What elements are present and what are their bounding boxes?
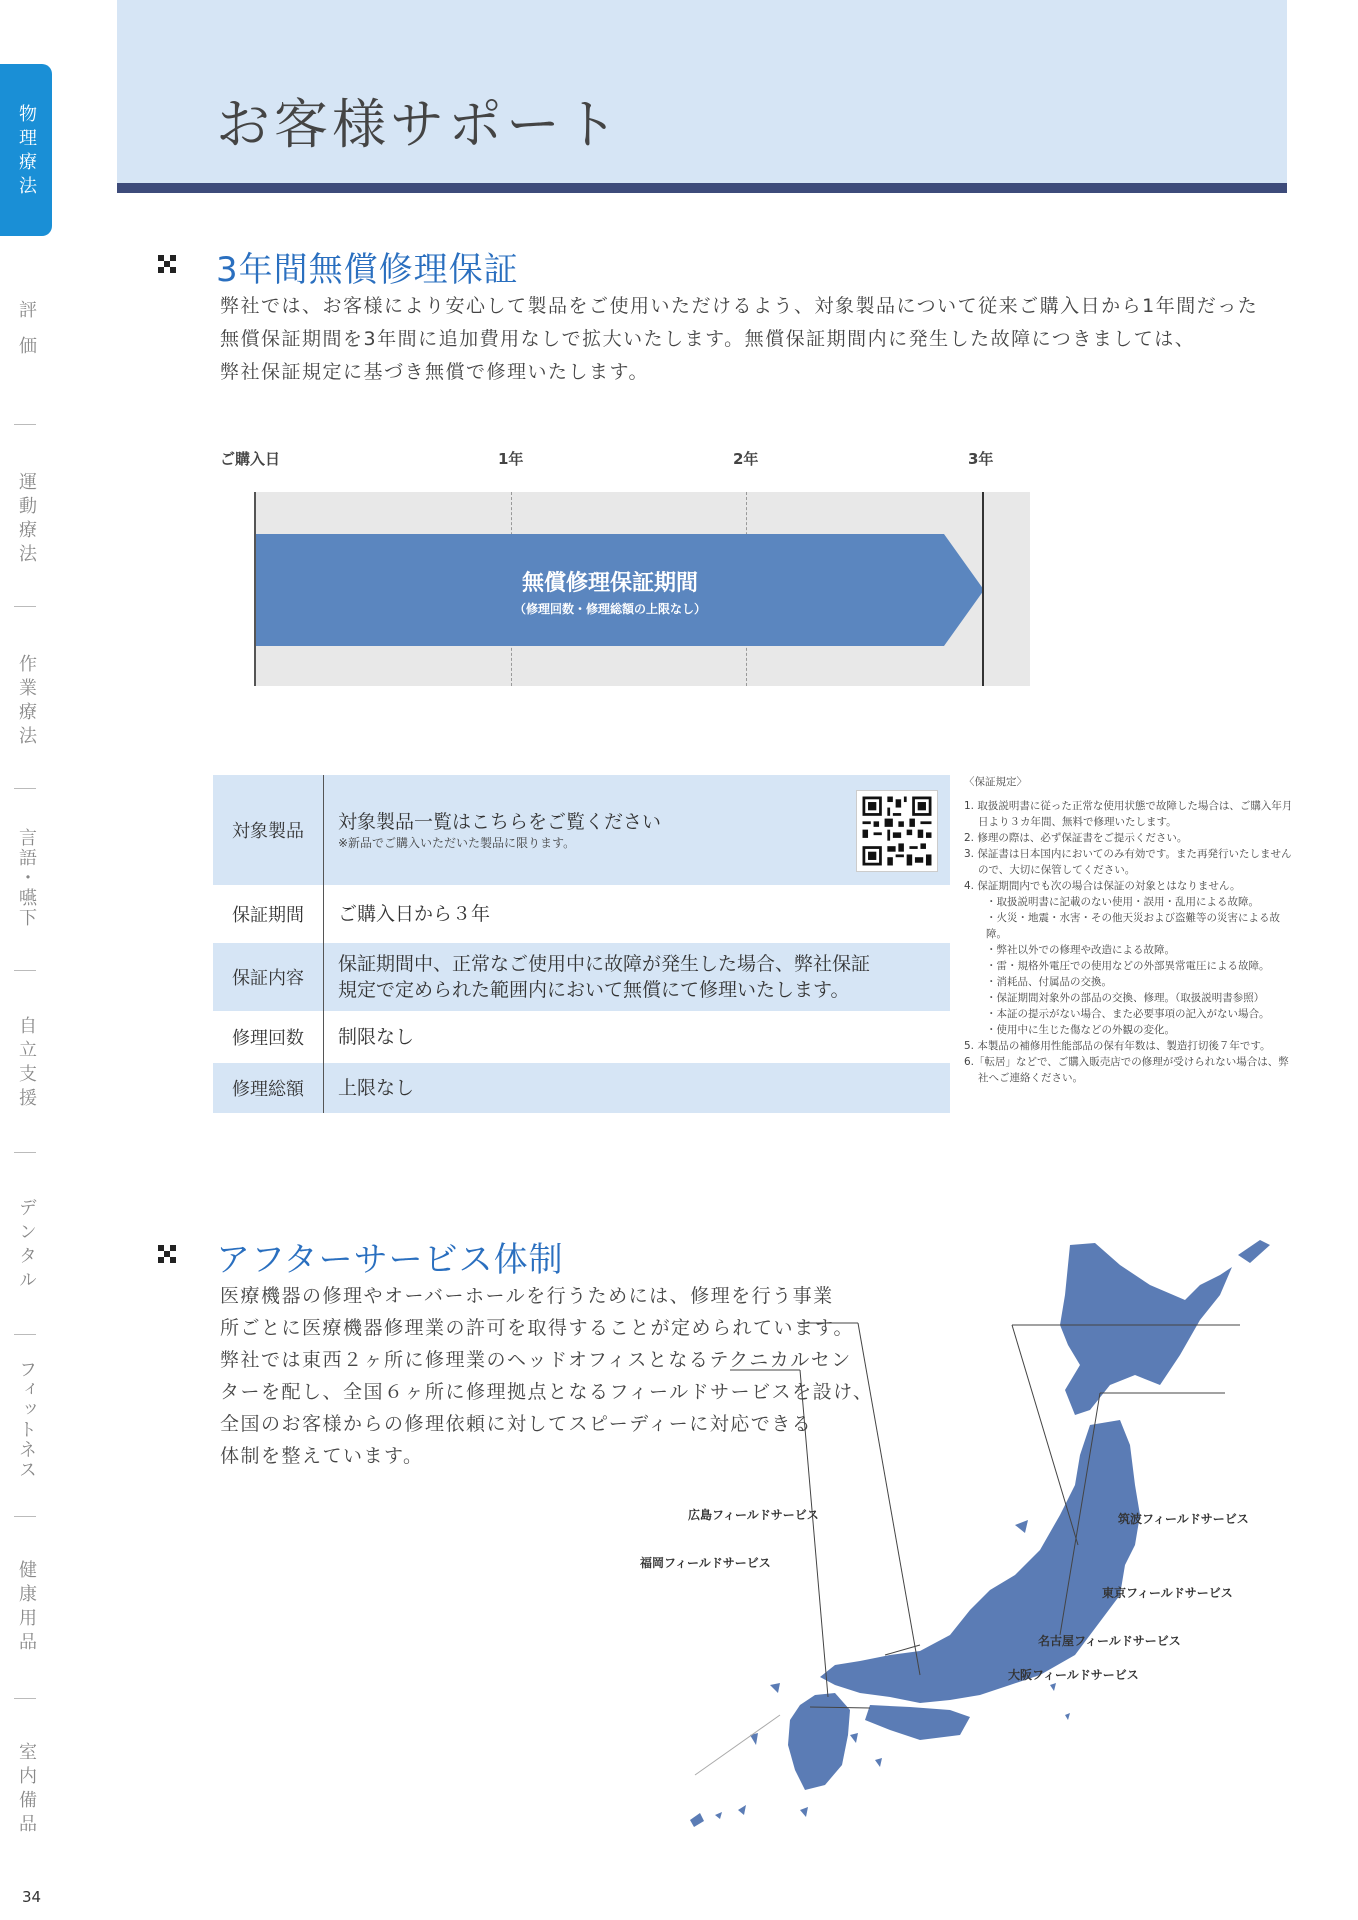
target-products-link[interactable]: 対象製品一覧はこちらをご覧ください	[338, 811, 662, 833]
warranty-rules	[964, 774, 1294, 1086]
sidebar-divider	[14, 970, 36, 971]
row-label: 修理総額	[213, 1063, 324, 1113]
warranty-intro-line: 無償保証期間を3年間に追加費用なしで拡大いたします。無償保証期間内に発生した故障につきましては、	[220, 328, 1196, 350]
sidebar-tab-fitness[interactable]: フィットネス	[16, 1360, 37, 1480]
rule-item: 6.「転居」などで、ご購入販売店での修理が受けられない場合は、弊社へご連絡ください。	[964, 1056, 1289, 1084]
rule-subitem: ・火災・地震・水害・その他天災および盗難等の災害による故障。	[986, 912, 1280, 940]
rule-subitem: ・本証の提示がない場合、また必要事項の記入がない場合。	[986, 1008, 1270, 1020]
rule-subitem: ・消耗品、付属品の交換。	[986, 976, 1112, 988]
after-service-line: 医療機器の修理やオーバーホールを行うためには、修理を行う事業	[220, 1285, 834, 1307]
map-label-nagoya: 名古屋フィールドサービス	[1038, 1634, 1181, 1648]
row-value: 上限なし	[338, 1077, 415, 1099]
sidebar-tab-occupational-therapy[interactable]: 作業療法	[16, 654, 37, 750]
after-service-line: 体制を整えています。	[220, 1445, 424, 1467]
sidebar-divider	[14, 424, 36, 425]
map-inset-divider	[695, 1715, 780, 1775]
sidebar-tab-health-goods[interactable]: 健康用品	[16, 1560, 37, 1656]
timeline-start-line	[254, 492, 256, 686]
sidebar-divider	[14, 1698, 36, 1699]
sidebar-tab-evaluation[interactable]: 評価	[16, 300, 37, 372]
row-value-line: 保証期間中、正常なご使用中に故障が発生した場合、弊社保証	[338, 953, 871, 975]
sidebar-tab-interior-equipment[interactable]: 室内備品	[16, 1742, 37, 1838]
after-service-line: 全国のお客様からの修理依頼に対してスピーディーに対応できる	[220, 1413, 813, 1435]
warranty-intro-line: 弊社では、お客様により安心して製品をご使用いただけるよう、対象製品について従来ご購入日から1年間だった	[220, 295, 1259, 317]
warranty-intro-line: 弊社保証規定に基づき無償で修理いたします。	[220, 361, 649, 383]
after-service-line: 弊社では東西２ヶ所に修理業のヘッドオフィスとなるテクニカルセン	[220, 1349, 852, 1371]
row-value-line: 規定で定められた範囲内において無償にて修理いたします。	[338, 979, 850, 1001]
sidebar-divider	[14, 788, 36, 789]
row-value	[324, 943, 950, 1011]
sidebar-tab-speech-swallowing[interactable]: 言語・嚥下	[16, 828, 37, 928]
map-label-hiroshima: 広島フィールドサービス	[688, 1508, 819, 1522]
after-service-section-title: アフターサービス体制	[216, 1240, 564, 1280]
rule-item: 5. 本製品の補修用性能部品の保有年数は、製造打切後７年です。	[964, 1040, 1271, 1052]
page-title: お客様サポート	[216, 93, 622, 156]
section-bullet-icon	[158, 1245, 176, 1263]
table-row	[213, 885, 950, 943]
rule-item: 4. 保証期間内でも次の場合は保証の対象とはなりません。	[964, 880, 1241, 892]
map-label-tokyo: 東京フィールドサービス	[1102, 1586, 1233, 1600]
row-label: 保証期間	[213, 885, 324, 943]
table-row	[213, 775, 950, 885]
row-label: 修理回数	[213, 1011, 324, 1063]
table-row	[213, 943, 950, 1011]
timeline-label-purchase: ご購入日	[220, 450, 281, 468]
sidebar-divider	[14, 1516, 36, 1517]
map-label-osaka: 大阪フィールドサービス	[1008, 1668, 1139, 1682]
japan-map-landmass	[690, 1240, 1270, 1827]
after-service-line: ターを配し、全国６ヶ所に修理拠点となるフィールドサービスを設け、	[220, 1381, 874, 1403]
qr-code-icon[interactable]	[856, 790, 938, 872]
sidebar-divider	[14, 606, 36, 607]
timeline-label-3yr: 3年	[968, 450, 994, 468]
warranty-period-subtitle: （修理回数・修理総額の上限なし）	[513, 602, 706, 616]
warranty-intro	[220, 290, 1280, 389]
rule-subitem: ・使用中に生じた傷などの外観の変化。	[986, 1024, 1175, 1036]
rule-subitem: ・弊社以外での修理や改造による故障。	[986, 944, 1175, 956]
table-row	[213, 1063, 950, 1113]
sidebar-tab-physical-therapy[interactable]: 物理療法	[0, 64, 52, 236]
warranty-section-title: 3年間無償修理保証	[216, 250, 519, 290]
row-value: ご購入日から３年	[338, 903, 491, 925]
sidebar-divider	[14, 1334, 36, 1335]
map-label-fukuoka: 福岡フィールドサービス	[640, 1556, 771, 1570]
row-label: 対象製品	[213, 775, 324, 885]
sidebar-tab-exercise-therapy[interactable]: 運動療法	[16, 472, 37, 568]
sidebar-tab-dental[interactable]: デンタル	[16, 1198, 37, 1294]
map-label-tsukuba: 筑波フィールドサービス	[1118, 1512, 1249, 1526]
timeline-label-1yr: 1年	[498, 450, 524, 468]
rule-item: 3. 保証書は日本国内においてのみ有効です。また再発行いたしませんので、大切に保管してください。	[964, 848, 1292, 876]
warranty-period-title: 無償修理保証期間	[521, 571, 698, 596]
timeline-end-line	[982, 492, 984, 686]
rule-item: 2. 修理の際は、必ず保証書をご提示ください。	[964, 832, 1188, 844]
rules-heading: 〈保証規定〉	[964, 776, 1027, 788]
sidebar-tab-independence-support[interactable]: 自立支援	[16, 1016, 37, 1112]
row-value: 制限なし	[338, 1026, 415, 1048]
after-service-line: 所ごとに医療機器修理業の許可を取得することが定められています。	[220, 1317, 854, 1339]
table-row	[213, 1011, 950, 1063]
section-bullet-icon	[158, 255, 176, 273]
page-number: 34	[22, 1888, 42, 1906]
sidebar-divider	[14, 1152, 36, 1153]
row-label: 保証内容	[213, 943, 324, 1011]
row-note: ※新品でご購入いただいた製品に限ります。	[338, 836, 576, 850]
rule-subitem: ・取扱説明書に記載のない使用・誤用・乱用による故障。	[986, 896, 1259, 908]
rule-subitem: ・保証期間対象外の部品の交換、修理。（取扱説明書参照）	[986, 992, 1265, 1004]
header-rule	[117, 183, 1287, 193]
rule-subitem: ・雷・規格外電圧での使用などの外部異常電圧による故障。	[986, 960, 1270, 972]
timeline-label-2yr: 2年	[733, 450, 759, 468]
rule-item: 1. 取扱説明書に従った正常な使用状態で故障した場合は、ご購入年月日より３カ年間、無料で修理いたします。	[964, 800, 1293, 828]
